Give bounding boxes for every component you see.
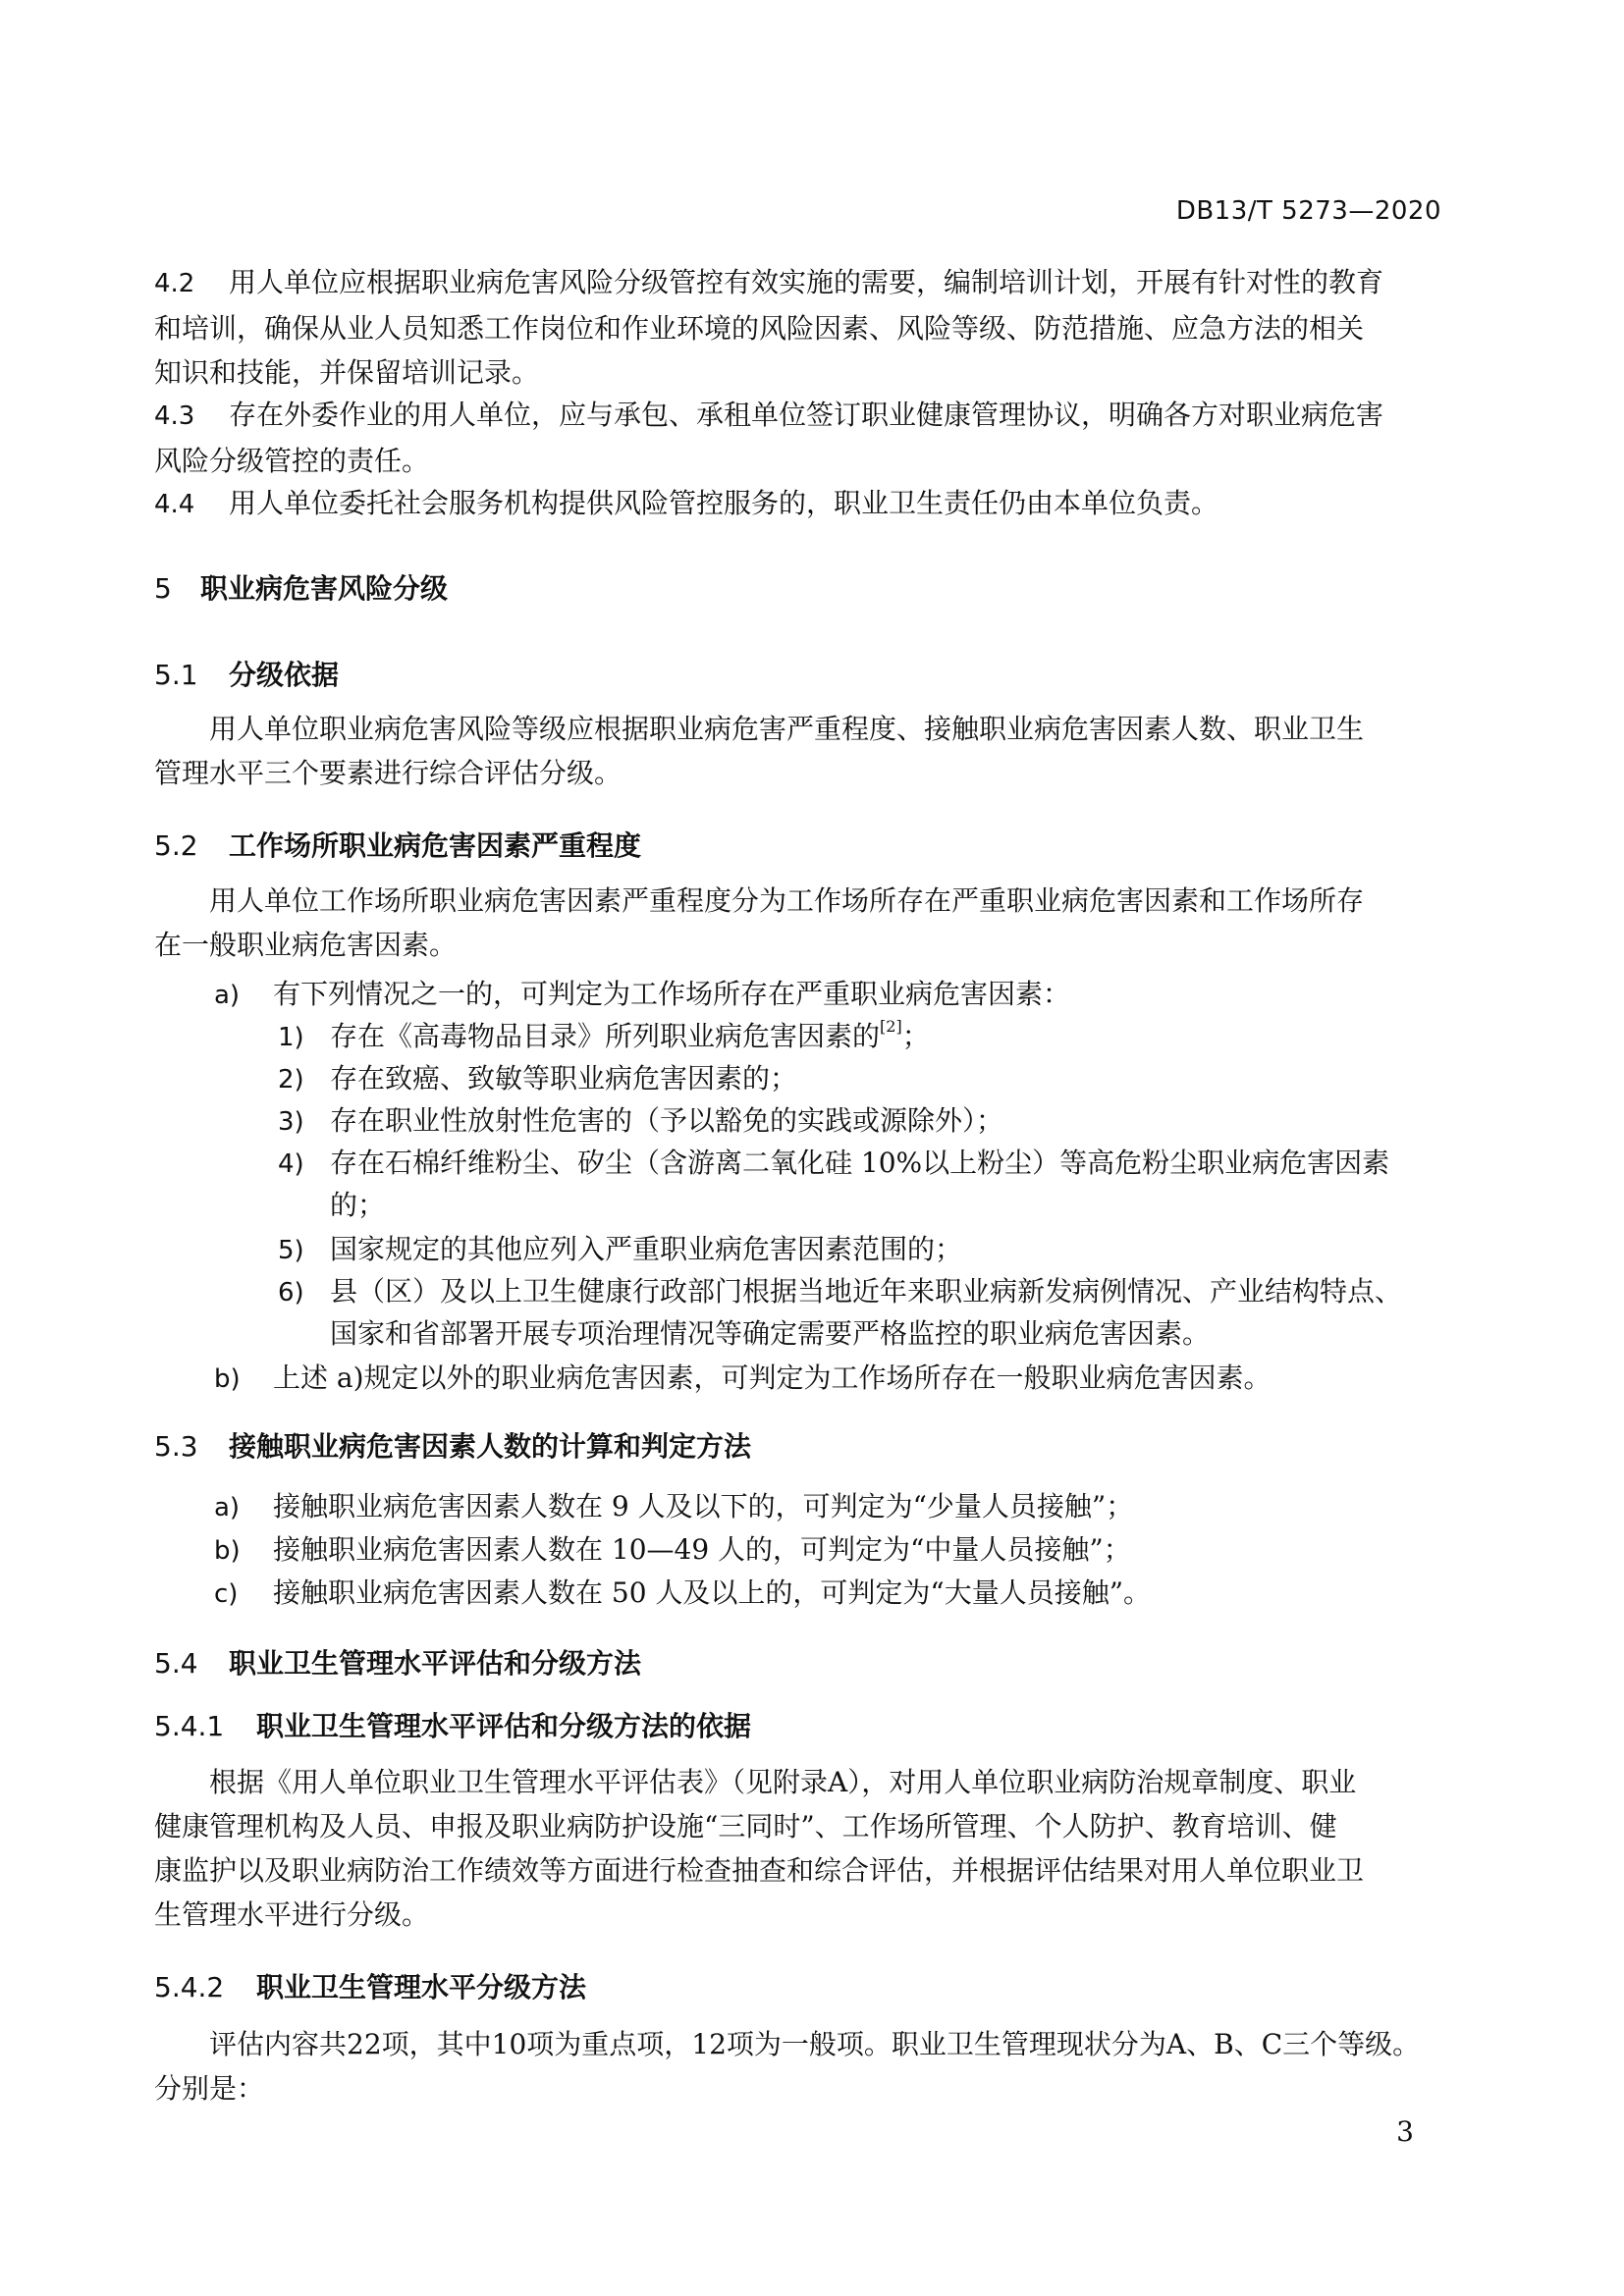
section-title: 工作场所职业病危害因素严重程度 [229, 829, 642, 862]
section-title: 接触职业病危害因素人数的计算和判定方法 [229, 1430, 752, 1463]
section-heading-5-2 [154, 825, 641, 864]
list-label: a) [214, 981, 241, 1010]
sub-item-6-continued: 国家和省部署开展专项治理情况等确定需要严格监控的职业病危害因素。 [330, 1317, 1211, 1350]
section-number: 5.4.1 [154, 1710, 225, 1742]
clause-4-4 [154, 481, 1218, 527]
clause-number: 4.2 [154, 269, 195, 298]
list-text: 接触职业病危害因素人数在 10—49 人的，可判定为“中量人员接触”； [273, 1533, 1131, 1566]
list-label: 4) [278, 1149, 304, 1179]
list-label: 6) [278, 1278, 304, 1308]
sub-item-3 [278, 1098, 1003, 1145]
paragraph-line: 管理水平三个要素进行综合评估分级。 [154, 757, 623, 789]
list-text: 县（区）及以上卫生健康行政部门根据当地近年来职业病新发病例情况、产业结构特点、 [330, 1275, 1403, 1308]
list-text: 上述 a)规定以外的职业病危害因素，可判定为工作场所存在一般职业病危害因素。 [273, 1362, 1272, 1394]
section-number: 5.2 [154, 829, 198, 862]
clause-text-line: 用人单位委托社会服务机构提供风险管控服务的，职业卫生责任仍由本单位负责。 [229, 487, 1219, 519]
paragraph-line: 评估内容共22项，其中10项为重点项，12项为一般项。职业卫生管理现状分为A、B、C三个等级。 [209, 2028, 1421, 2060]
list-text: 存在石棉纤维粉尘、矽尘（含游离二氧化硅 10%以上粉尘）等高危粉尘职业病危害因素 [330, 1147, 1390, 1179]
sub-item-5 [278, 1227, 962, 1273]
section-heading-5-3 [154, 1425, 751, 1465]
clause-text-line: 知识和技能，并保留培训记录。 [154, 356, 540, 389]
section-number: 5.4 [154, 1647, 198, 1680]
list-text: 有下列情况之一的，可判定为工作场所存在严重职业病危害因素： [273, 978, 1071, 1010]
section-title: 分级依据 [229, 659, 340, 691]
sub-item-4 [278, 1141, 1389, 1187]
clause-4-2 [154, 260, 1383, 395]
section-title: 职业卫生管理水平评估和分级方法 [229, 1647, 642, 1680]
clause-text-line: 用人单位应根据职业病危害风险分级管控有效实施的需要，编制培训计划，开展有针对性的教育 [229, 266, 1384, 298]
list-item-5-3-a [214, 1484, 1133, 1530]
list-label: 2) [278, 1065, 304, 1095]
list-text: 存在《高毒物品目录》所列职业病危害因素的 [330, 1020, 881, 1052]
clause-4-3 [154, 393, 1383, 483]
sub-item-4-continued: 的； [330, 1189, 386, 1221]
paragraph-line: 在一般职业病危害因素。 [154, 929, 458, 961]
clause-text-line: 存在外委作业的用人单位，应与承包、承租单位签订职业健康管理协议，明确各方对职业病危害 [229, 399, 1384, 431]
clause-number: 4.3 [154, 401, 195, 431]
paragraph-5-4-2 [154, 2022, 1431, 2110]
list-text: 存在致癌、致敏等职业病危害因素的； [330, 1062, 798, 1095]
paragraph-line: 康监护以及职业病防治工作绩效等方面进行检查抽查和综合评估，并根据评估结果对用人单位职业卫 [154, 1854, 1365, 1887]
page-number: 3 [1396, 2115, 1414, 2148]
document-code-header: DB13/T 5273—2020 [1175, 196, 1441, 226]
clause-text-line: 风险分级管控的责任。 [154, 445, 430, 477]
list-text-tail: ； [901, 1020, 930, 1052]
section-heading-5-4-1 [154, 1705, 751, 1744]
section-number: 5 [154, 572, 172, 605]
list-label: 1) [278, 1023, 304, 1052]
clause-number: 4.4 [154, 490, 195, 519]
list-label: 5) [278, 1236, 304, 1265]
clause-text-line: 和培训，确保从业人员知悉工作岗位和作业环境的风险因素、风险等级、防范措施、应急方法的相关 [154, 312, 1365, 345]
reference-superscript: [2] [880, 1017, 902, 1036]
paragraph-5-2 [154, 879, 1431, 967]
paragraph-5-4-1 [154, 1760, 1431, 1937]
sub-item-6 [278, 1269, 1402, 1315]
list-label: b) [214, 1364, 241, 1394]
paragraph-line: 用人单位工作场所职业病危害因素严重程度分为工作场所存在严重职业病危害因素和工作场所存 [209, 884, 1365, 917]
paragraph-line: 根据《用人单位职业卫生管理水平评估表》（见附录A），对用人单位职业病防治规章制度、职业 [209, 1766, 1357, 1798]
section-heading-5-4-2 [154, 1966, 586, 2005]
list-text: 接触职业病危害因素人数在 50 人及以上的，可判定为“大量人员接触”。 [273, 1576, 1152, 1609]
list-text: 存在职业性放射性危害的（予以豁免的实践或源除外）； [330, 1104, 1004, 1137]
list-item-a [214, 972, 1070, 1018]
paragraph-line: 分别是： [154, 2072, 265, 2105]
list-text: 国家规定的其他应列入严重职业病危害因素范围的； [330, 1233, 963, 1265]
list-item-b [214, 1356, 1272, 1402]
section-number: 5.3 [154, 1430, 198, 1463]
list-item-5-3-c [214, 1571, 1151, 1617]
list-label: a) [214, 1493, 241, 1522]
section-heading-5-4 [154, 1642, 641, 1682]
section-number: 5.1 [154, 659, 198, 691]
section-title: 职业卫生管理水平评估和分级方法的依据 [256, 1710, 752, 1742]
sub-item-2 [278, 1056, 797, 1102]
list-label: c) [214, 1579, 239, 1609]
list-label: b) [214, 1536, 241, 1566]
list-label: 3) [278, 1107, 304, 1137]
section-title: 职业病危害风险分级 [200, 572, 449, 605]
list-text: 接触职业病危害因素人数在 9 人及以下的，可判定为“少量人员接触”； [273, 1490, 1134, 1522]
paragraph-line: 生管理水平进行分级。 [154, 1898, 430, 1931]
section-heading-5 [154, 567, 448, 607]
section-heading-5-1 [154, 654, 339, 693]
paragraph-line: 健康管理机构及人员、申报及职业病防护设施“三同时”、工作场所管理、个人防护、教育培训、健 [154, 1810, 1337, 1842]
section-title: 职业卫生管理水平分级方法 [256, 1971, 587, 2003]
paragraph-5-1 [154, 707, 1431, 795]
paragraph-line: 用人单位职业病危害风险等级应根据职业病危害严重程度、接触职业病危害因素人数、职业卫生 [209, 713, 1365, 745]
section-number: 5.4.2 [154, 1971, 225, 2003]
list-item-5-3-b [214, 1527, 1131, 1574]
sub-item-1 [278, 1014, 930, 1060]
